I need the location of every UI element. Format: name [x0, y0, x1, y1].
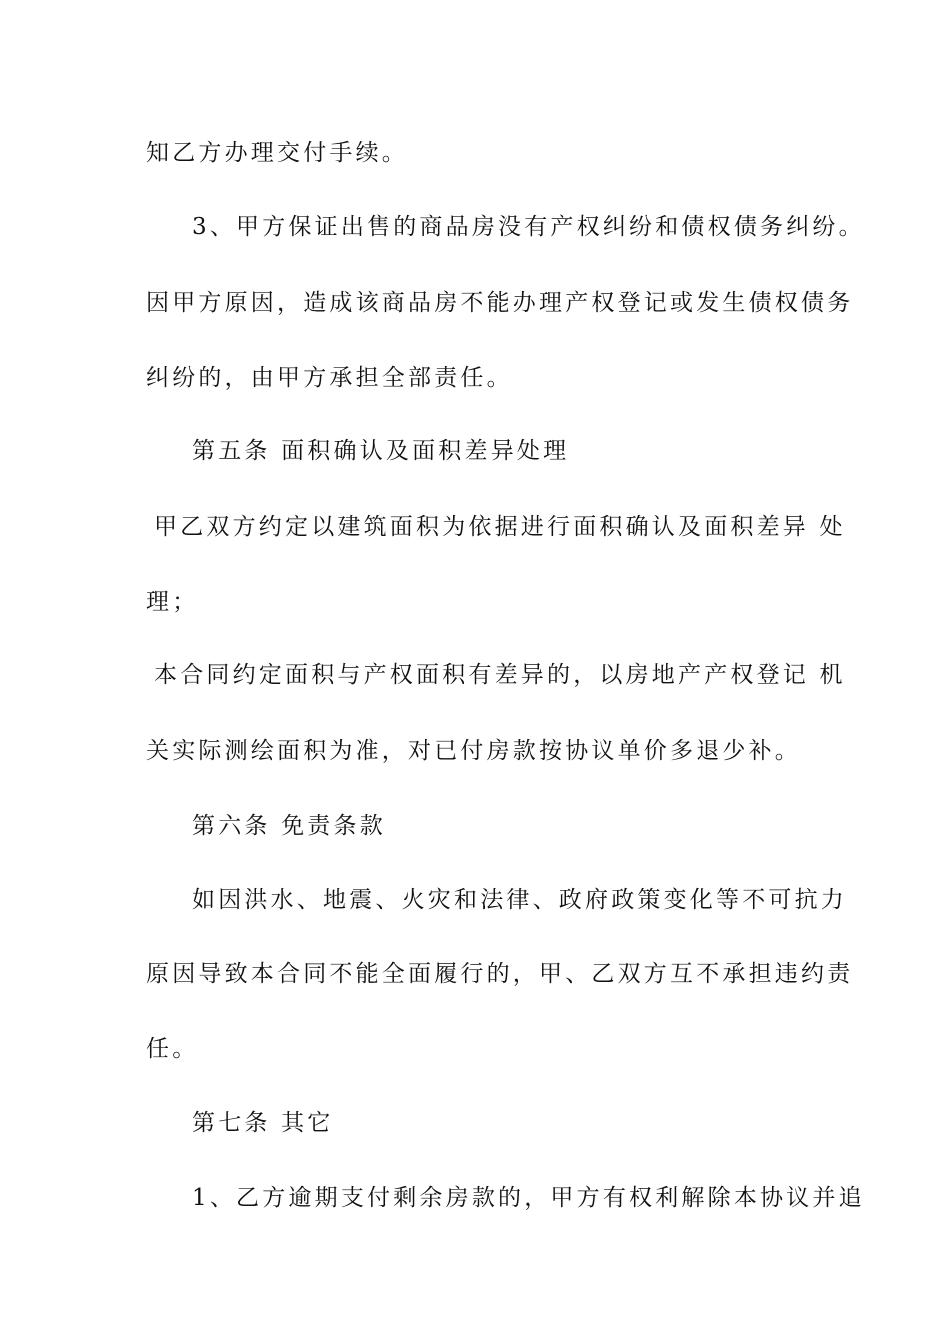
- text-line: 原因导致本合同不能全面履行的，甲、乙双方互不承担违约责: [146, 961, 854, 987]
- text-line: 如因洪水、地震、火灾和法律、政府政策变化等不可抗力: [192, 887, 847, 913]
- text-line: 知乙方办理交付手续。: [146, 140, 408, 166]
- text-line: 纠纷的，由甲方承担全部责任。: [146, 365, 513, 391]
- text-line: 因甲方原因，造成该商品房不能办理产权登记或发生债权债务: [146, 290, 854, 316]
- text-line: 关实际测绘面积为准，对已付房款按协议单价多退少补。: [146, 738, 801, 764]
- text-line: 甲乙双方约定以建筑面积为依据进行面积确认及面积差异 处: [154, 514, 846, 540]
- text-line: 1、乙方逾期支付剩余房款的，甲方有权利解除本协议并追: [192, 1185, 865, 1211]
- section-heading: 第五条 面积确认及面积差异处理: [192, 438, 570, 464]
- text-line: 3、甲方保证出售的商品房没有产权纠纷和债权债务纠纷。: [192, 214, 865, 240]
- text-line: 本合同约定面积与产权面积有差异的，以房地产产权登记 机: [154, 662, 846, 688]
- text-line: 任。: [146, 1036, 199, 1062]
- section-heading: 第七条 其它: [192, 1110, 334, 1136]
- section-heading: 第六条 免责条款: [192, 813, 386, 839]
- text-line: 理；: [146, 589, 199, 615]
